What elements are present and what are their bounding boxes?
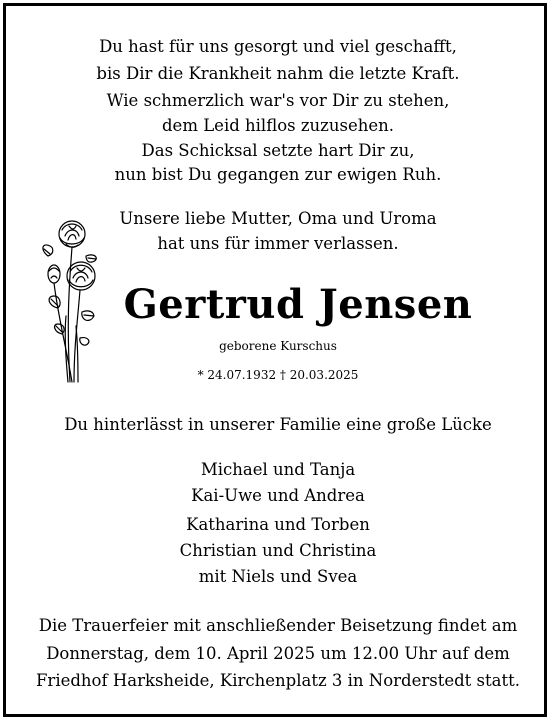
life-dates: * 24.07.1932 † 20.03.2025 bbox=[197, 368, 359, 382]
poem-line: dem Leid hilflos zuzusehen. bbox=[162, 116, 394, 135]
funeral-info-line: Friedhof Harksheide, Kirchenplatz 3 in Norderstedt statt. bbox=[35, 671, 521, 690]
intro-line: hat uns für immer verlassen. bbox=[157, 234, 399, 253]
funeral-info-line: Die Trauerfeier mit anschließender Beisetzung findet am bbox=[38, 616, 518, 635]
poem-line: Du hast für uns gesorgt und viel geschafft, bbox=[99, 37, 457, 56]
intro-line: Unsere liebe Mutter, Oma und Uroma bbox=[119, 209, 437, 228]
funeral-info-line: Donnerstag, dem 10. April 2025 um 12.00 Uhr auf dem bbox=[46, 644, 510, 663]
deceased-name: Gertrud Jensen bbox=[123, 281, 473, 328]
family-intro: Du hinterlässt in unserer Familie eine große Lücke bbox=[64, 415, 492, 434]
poem-line: Wie schmerzlich war's vor Dir zu stehen, bbox=[106, 91, 450, 110]
poem-line: bis Dir die Krankheit nahm die letzte Kraft. bbox=[96, 64, 460, 83]
mourner-line: Kai-Uwe und Andrea bbox=[191, 486, 365, 505]
maiden-name: geborene Kurschus bbox=[219, 339, 337, 353]
poem-line: Das Schicksal setzte hart Dir zu, bbox=[141, 141, 415, 160]
mourner-line: Michael und Tanja bbox=[200, 460, 356, 479]
obituary-notice bbox=[3, 3, 547, 717]
poem-line: nun bist Du gegangen zur ewigen Ruh. bbox=[114, 165, 442, 184]
mourner-line: mit Niels und Svea bbox=[198, 567, 358, 586]
mourner-line: Christian und Christina bbox=[179, 541, 377, 560]
mourner-line: Katharina und Torben bbox=[186, 515, 370, 534]
